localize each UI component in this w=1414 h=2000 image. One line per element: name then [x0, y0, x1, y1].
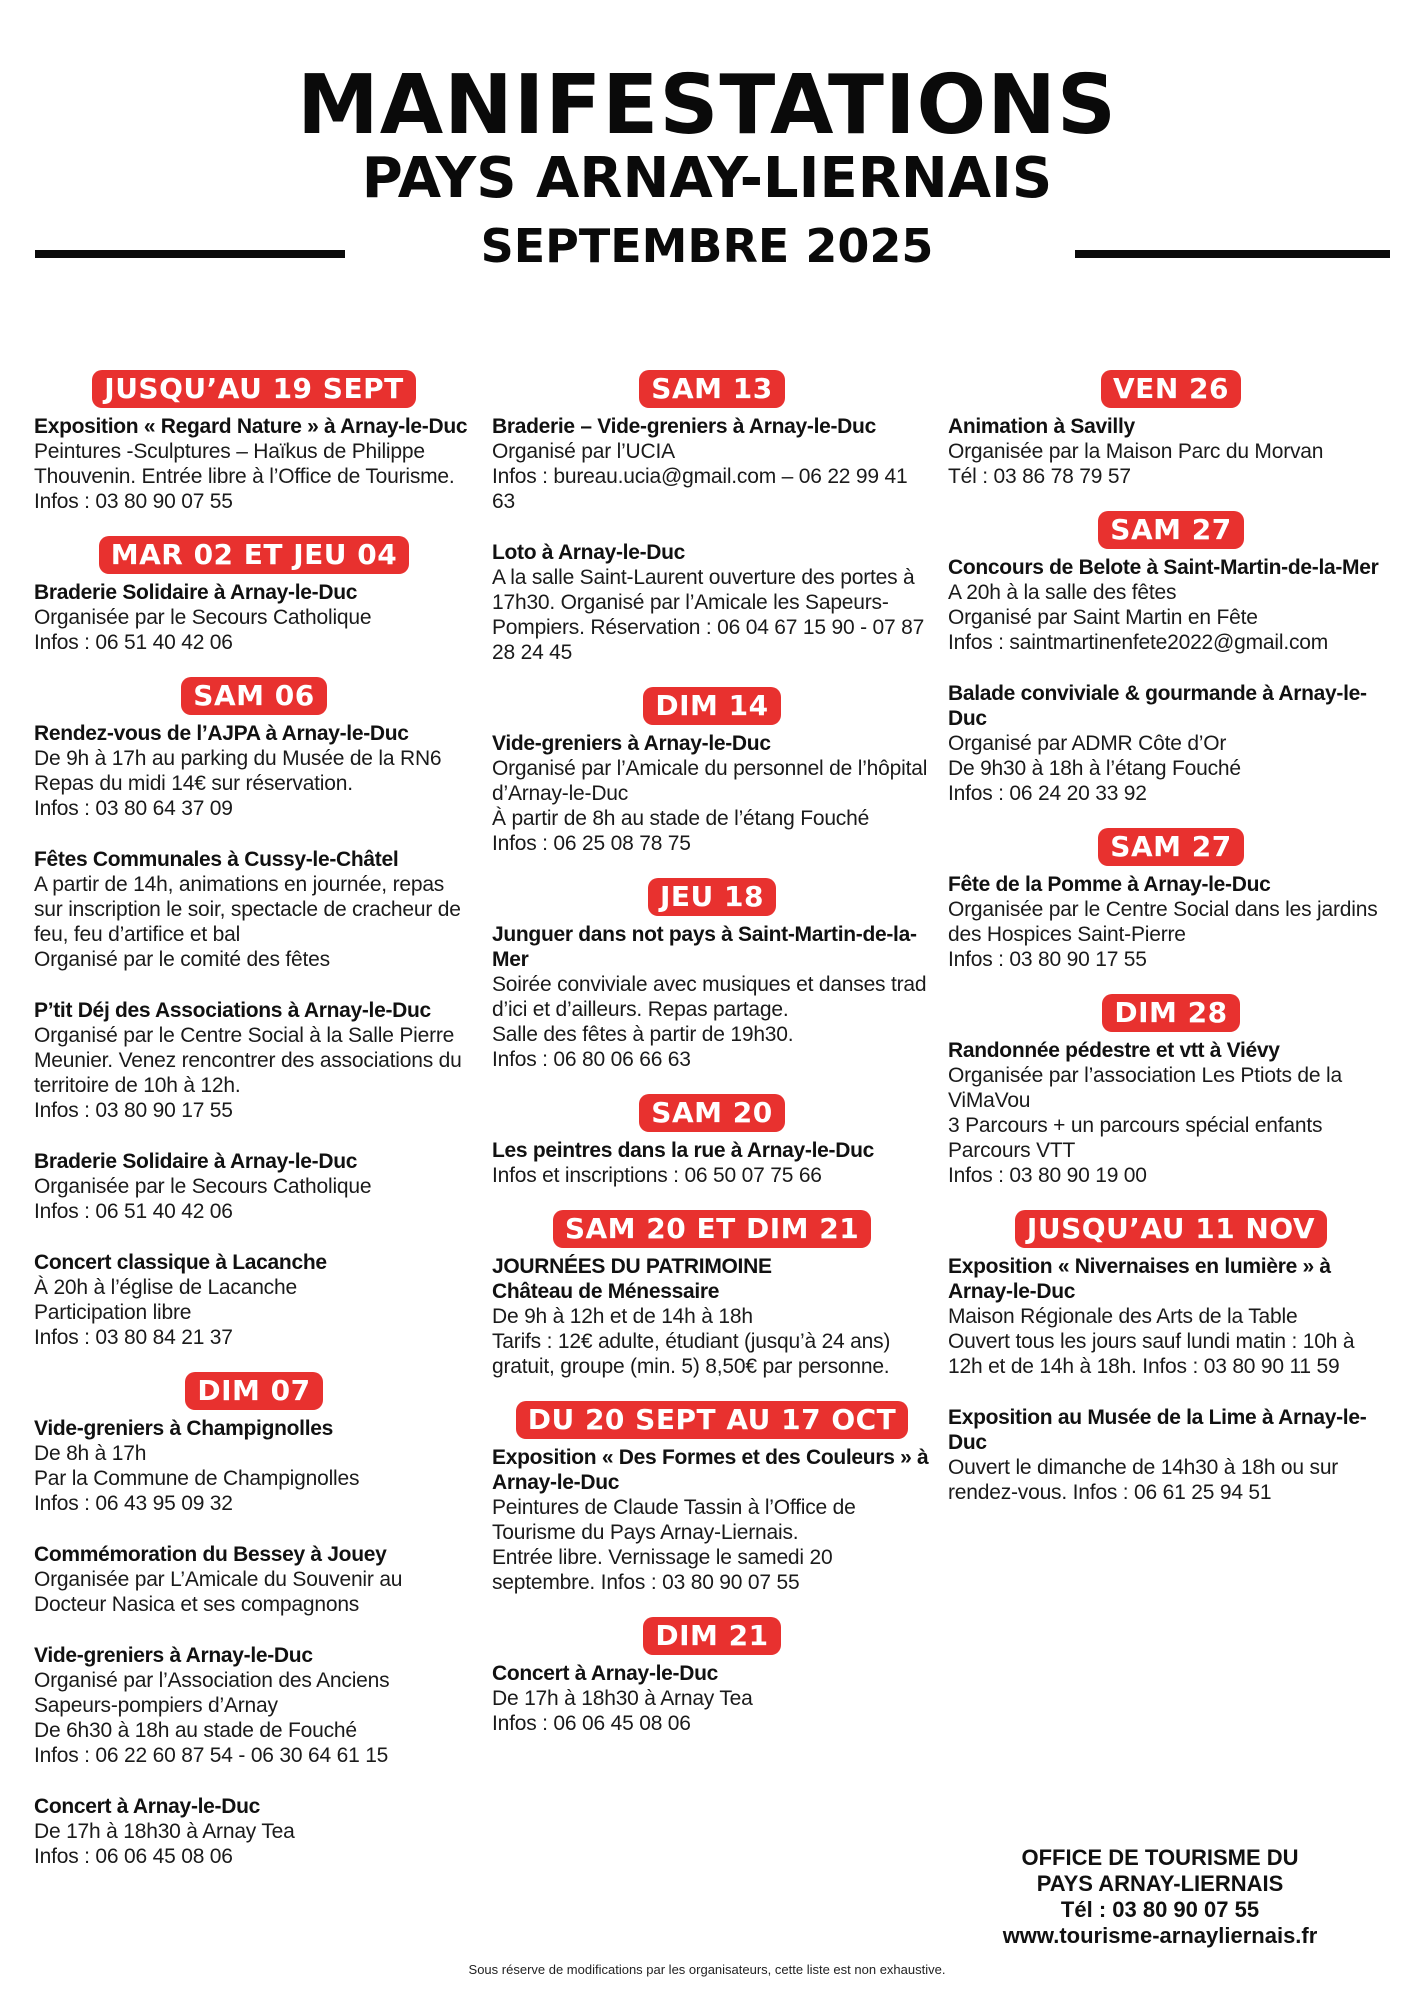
event-detail: Infos : 06 43 95 09 32 [34, 1492, 233, 1515]
event-detail: Infos : 03 80 90 17 55 [34, 1099, 233, 1122]
event-detail: Tarifs : 12€ adulte, étudiant (jusqu’à 24 ans) gratuit, groupe (min. 5) 8,50€ par personne. [492, 1330, 891, 1378]
event-detail: Organisé par Saint Martin en Fête [948, 606, 1258, 629]
event-detail: Peintures de Claude Tassin à l’Office de Tourisme du Pays Arnay-Liernais. [492, 1496, 856, 1544]
event-detail: Infos : 06 25 08 78 75 [492, 832, 691, 855]
event-detail: De 17h à 18h30 à Arnay Tea [492, 1687, 753, 1710]
event-detail: Infos : saintmartinenfete2022@gmail.com [948, 631, 1329, 654]
event-title: Vide-greniers à Arnay-le-Duc [34, 1644, 313, 1667]
event-detail: Organisée par L’Amicale du Souvenir au Docteur Nasica et ses compagnons [34, 1568, 403, 1616]
event-detail: Organisé par le comité des fêtes [34, 948, 330, 971]
date-section [948, 368, 1394, 489]
date-section [948, 826, 1394, 972]
event-item [34, 1542, 474, 1617]
event-item [948, 681, 1394, 806]
office-website[interactable]: www.tourisme-arnayliernais.fr [1002, 1923, 1318, 1948]
event-item [34, 1149, 474, 1224]
event-detail: À partir de 8h au stade de l’étang Fouché [492, 807, 870, 830]
event-detail: Infos : 03 80 90 17 55 [948, 948, 1147, 971]
event-detail: Organisé par le Centre Social à la Salle Pierre Meunier. Venez rencontrer des associations du territoire de 10h à 12h. [34, 1024, 462, 1097]
event-title: Vide-greniers à Champignolles [34, 1417, 333, 1440]
event-title: Vide-greniers à Arnay-le-Duc [492, 732, 771, 755]
date-section [492, 1208, 932, 1379]
event-detail: De 17h à 18h30 à Arnay Tea [34, 1820, 295, 1843]
date-badge-wrap [492, 1615, 932, 1655]
event-detail: Infos : bureau.ucia@gmail.com – 06 22 99 41 63 [492, 465, 908, 513]
left-divider [35, 250, 345, 258]
event-detail: Infos : 06 22 60 87 54 - 06 30 64 61 15 [34, 1744, 389, 1767]
event-subtitle: Château de Ménessaire [492, 1280, 720, 1303]
event-title: Animation à Savilly [948, 415, 1135, 438]
date-badge: JUSQU’AU 11 NOV [1015, 1210, 1327, 1248]
event-item [34, 847, 474, 972]
event-detail: Infos : 03 80 84 21 37 [34, 1326, 233, 1349]
event-title: Les peintres dans la rue à Arnay-le-Duc [492, 1139, 874, 1162]
event-detail: Tél : 03 86 78 79 57 [948, 465, 1131, 488]
event-title: Junguer dans not pays à Saint-Martin-de-la-Mer [492, 923, 917, 971]
date-section [34, 1370, 474, 1869]
date-section [492, 1092, 932, 1188]
event-detail: Organisé par ADMR Côte d’Or [948, 732, 1227, 755]
event-detail: Infos : 03 80 64 37 09 [34, 797, 233, 820]
event-detail: Organisée par la Maison Parc du Morvan [948, 440, 1324, 463]
event-detail: Organisé par l’Association des Anciens Sapeurs-pompiers d’Arnay [34, 1669, 390, 1717]
event-detail: Parcours VTT [948, 1139, 1076, 1162]
event-title: Concours de Belote à Saint-Martin-de-la-Mer [948, 556, 1379, 579]
event-title: Rendez-vous de l’AJPA à Arnay-le-Duc [34, 722, 409, 745]
event-title: Balade conviviale & gourmande à Arnay-le-Duc [948, 682, 1367, 730]
event-item [492, 922, 932, 1072]
date-badge-wrap [492, 1092, 932, 1132]
date-badge: SAM 06 [181, 677, 326, 715]
event-item [492, 731, 932, 856]
date-badge: SAM 20 [639, 1094, 784, 1132]
event-detail: Organisée par le Centre Social dans les jardins des Hospices Saint-Pierre [948, 898, 1378, 946]
office-phone: Tél : 03 80 90 07 55 [1060, 1897, 1260, 1922]
event-detail: Organisée par le Secours Catholique [34, 606, 372, 629]
event-item [34, 580, 474, 655]
event-detail: Infos et inscriptions : 06 50 07 75 66 [492, 1164, 822, 1187]
event-item [948, 1254, 1394, 1379]
event-detail: Organisée par le Secours Catholique [34, 1175, 372, 1198]
tourist-office-contact [960, 1845, 1360, 1949]
date-badge: SAM 13 [639, 370, 784, 408]
event-item [492, 540, 932, 665]
event-title: Braderie Solidaire à Arnay-le-Duc [34, 1150, 358, 1173]
event-detail: Entrée libre. Vernissage le samedi 20 septembre. Infos : 03 80 90 07 55 [492, 1546, 833, 1594]
event-detail: À 20h à l’église de Lacanche [34, 1276, 297, 1299]
event-detail: Ouvert le dimanche de 14h30 à 18h ou sur rendez-vous. Infos : 06 61 25 94 51 [948, 1456, 1339, 1504]
event-detail: Participation libre [34, 1301, 192, 1324]
event-title: Exposition au Musée de la Lime à Arnay-le-Duc [948, 1406, 1367, 1454]
event-item [948, 555, 1394, 655]
date-section [492, 1615, 932, 1736]
event-title: Randonnée pédestre et vtt à Viévy [948, 1039, 1280, 1062]
event-detail: Organisée par l’association Les Ptiots de la ViMaVou [948, 1064, 1342, 1112]
event-title: P’tit Déj des Associations à Arnay-le-Duc [34, 999, 431, 1022]
event-detail: Organisé par l’UCIA [492, 440, 675, 463]
event-item [34, 1794, 474, 1869]
event-title: Braderie Solidaire à Arnay-le-Duc [34, 581, 358, 604]
date-section [948, 509, 1394, 806]
event-detail: A 20h à la salle des fêtes [948, 581, 1177, 604]
event-item [948, 414, 1394, 489]
office-name-line1: OFFICE DE TOURISME DU [1021, 1845, 1299, 1870]
date-badge-wrap [492, 1208, 932, 1248]
disclaimer-footnote: Sous réserve de modifications par les organisateurs, cette liste est non exhaustive. [468, 1962, 946, 1977]
event-item [34, 1643, 474, 1768]
event-item [492, 1138, 932, 1188]
event-title: Concert à Arnay-le-Duc [492, 1662, 719, 1685]
page-subtitle: PAYS ARNAY-LIERNAIS [361, 146, 1053, 211]
events-column-3 [948, 368, 1394, 1525]
right-divider [1075, 250, 1390, 258]
event-detail: Par la Commune de Champignolles [34, 1467, 360, 1490]
events-column-1 [34, 368, 474, 1889]
event-detail: Infos : 06 80 06 66 63 [492, 1048, 691, 1071]
event-detail: Infos : 06 06 45 08 06 [492, 1712, 691, 1735]
event-item [948, 1405, 1394, 1505]
event-detail: Maison Régionale des Arts de la Table [948, 1305, 1298, 1328]
date-section [492, 876, 932, 1072]
date-badge-wrap [34, 368, 474, 408]
event-detail: Ouvert tous les jours sauf lundi matin : 10h à 12h et de 14h à 18h. Infos : 03 80 90 11 59 [948, 1330, 1355, 1378]
date-badge-wrap [34, 675, 474, 715]
date-badge: DIM 21 [643, 1617, 780, 1655]
date-badge-wrap [34, 534, 474, 574]
event-item [34, 1416, 474, 1516]
event-detail: De 9h à 17h au parking du Musée de la RN6 [34, 747, 442, 770]
event-title: Fêtes Communales à Cussy-le-Châtel [34, 848, 399, 871]
office-name-line2: PAYS ARNAY-LIERNAIS [1036, 1871, 1284, 1896]
date-badge: DIM 14 [643, 687, 780, 725]
event-detail: Soirée conviviale avec musiques et danses trad d’ici et d’ailleurs. Repas partage. [492, 973, 927, 1021]
event-title: Exposition « Regard Nature » à Arnay-le-Duc [34, 415, 468, 438]
event-item [34, 721, 474, 821]
event-title: Concert classique à Lacanche [34, 1251, 327, 1274]
event-item [492, 1254, 932, 1379]
date-badge: SAM 20 ET DIM 21 [553, 1210, 871, 1248]
date-badge: DIM 07 [185, 1372, 322, 1410]
event-title: Concert à Arnay-le-Duc [34, 1795, 261, 1818]
event-detail: Infos : 03 80 90 19 00 [948, 1164, 1147, 1187]
event-detail: Infos : 06 51 40 42 06 [34, 1200, 233, 1223]
event-detail: De 9h30 à 18h à l’étang Fouché [948, 757, 1241, 780]
event-detail: Peintures -Sculptures – Haïkus de Philippe Thouvenin. Entrée libre à l’Office de Tourisme. Infos : 03 80 90 07 55 [34, 440, 455, 513]
event-title: JOURNÉES DU PATRIMOINE [492, 1255, 772, 1278]
date-badge-wrap [948, 1208, 1394, 1248]
event-detail: A partir de 14h, animations en journée, repas sur inscription le soir, spectacle de cracheur de feu, feu d’artifice et bal [34, 873, 461, 946]
date-badge-wrap [492, 876, 932, 916]
event-detail: De 9h à 12h et de 14h à 18h [492, 1305, 753, 1328]
date-badge-wrap [948, 992, 1394, 1032]
date-section [492, 685, 932, 856]
date-section [34, 534, 474, 655]
event-detail: Infos : 06 24 20 33 92 [948, 782, 1147, 805]
event-detail: De 6h30 à 18h au stade de Fouché [34, 1719, 357, 1742]
date-badge-wrap [492, 685, 932, 725]
date-badge-wrap [948, 826, 1394, 866]
date-badge: SAM 27 [1098, 511, 1243, 549]
date-section [492, 368, 932, 665]
date-section [34, 368, 474, 514]
event-title: Fête de la Pomme à Arnay-le-Duc [948, 873, 1271, 896]
event-item [492, 1661, 932, 1736]
event-detail: A la salle Saint-Laurent ouverture des portes à 17h30. Organisé par l’Amicale les Sapeurs-Pompiers. Réservation : 06 04 67 15 90 - 07 87 28 24 45 [492, 566, 925, 664]
date-badge: VEN 26 [1101, 370, 1241, 408]
page-title: MANIFESTATIONS [297, 58, 1117, 153]
date-section [34, 675, 474, 1350]
date-badge: JUSQU’AU 19 SEPT [92, 370, 415, 408]
event-item [492, 1445, 932, 1595]
date-badge-wrap [34, 1370, 474, 1410]
event-detail: Infos : 06 06 45 08 06 [34, 1845, 233, 1868]
event-item [34, 414, 474, 514]
date-section [948, 1208, 1394, 1505]
event-item [948, 1038, 1394, 1188]
date-badge: MAR 02 ET JEU 04 [99, 536, 410, 574]
event-item [34, 998, 474, 1123]
event-item [492, 414, 932, 514]
date-section [492, 1399, 932, 1595]
event-item [948, 872, 1394, 972]
date-badge-wrap [492, 1399, 932, 1439]
event-detail: Infos : 06 51 40 42 06 [34, 631, 233, 654]
event-detail: 3 Parcours + un parcours spécial enfants [948, 1114, 1323, 1137]
event-title: Braderie – Vide-greniers à Arnay-le-Duc [492, 415, 876, 438]
month-heading: SEPTEMBRE 2025 [480, 219, 934, 273]
event-title: Exposition « Nivernaises en lumière » à Arnay-le-Duc [948, 1255, 1331, 1303]
date-badge: DIM 28 [1102, 994, 1239, 1032]
event-title: Exposition « Des Formes et des Couleurs » à Arnay-le-Duc [492, 1446, 929, 1494]
date-badge-wrap [948, 368, 1394, 408]
event-title: Commémoration du Bessey à Jouey [34, 1543, 387, 1566]
event-detail: Organisé par l’Amicale du personnel de l’hôpital d’Arnay-le-Duc [492, 757, 928, 805]
event-item [34, 1250, 474, 1350]
event-detail: Repas du midi 14€ sur réservation. [34, 772, 353, 795]
date-badge: DU 20 SEPT AU 17 OCT [516, 1401, 909, 1439]
date-section [948, 992, 1394, 1188]
date-badge: SAM 27 [1098, 828, 1243, 866]
event-detail: Salle des fêtes à partir de 19h30. [492, 1023, 794, 1046]
date-badge-wrap [492, 368, 932, 408]
event-title: Loto à Arnay-le-Duc [492, 541, 686, 564]
date-badge: JEU 18 [648, 878, 776, 916]
events-column-2 [492, 368, 932, 1756]
event-detail: De 8h à 17h [34, 1442, 147, 1465]
date-badge-wrap [948, 509, 1394, 549]
